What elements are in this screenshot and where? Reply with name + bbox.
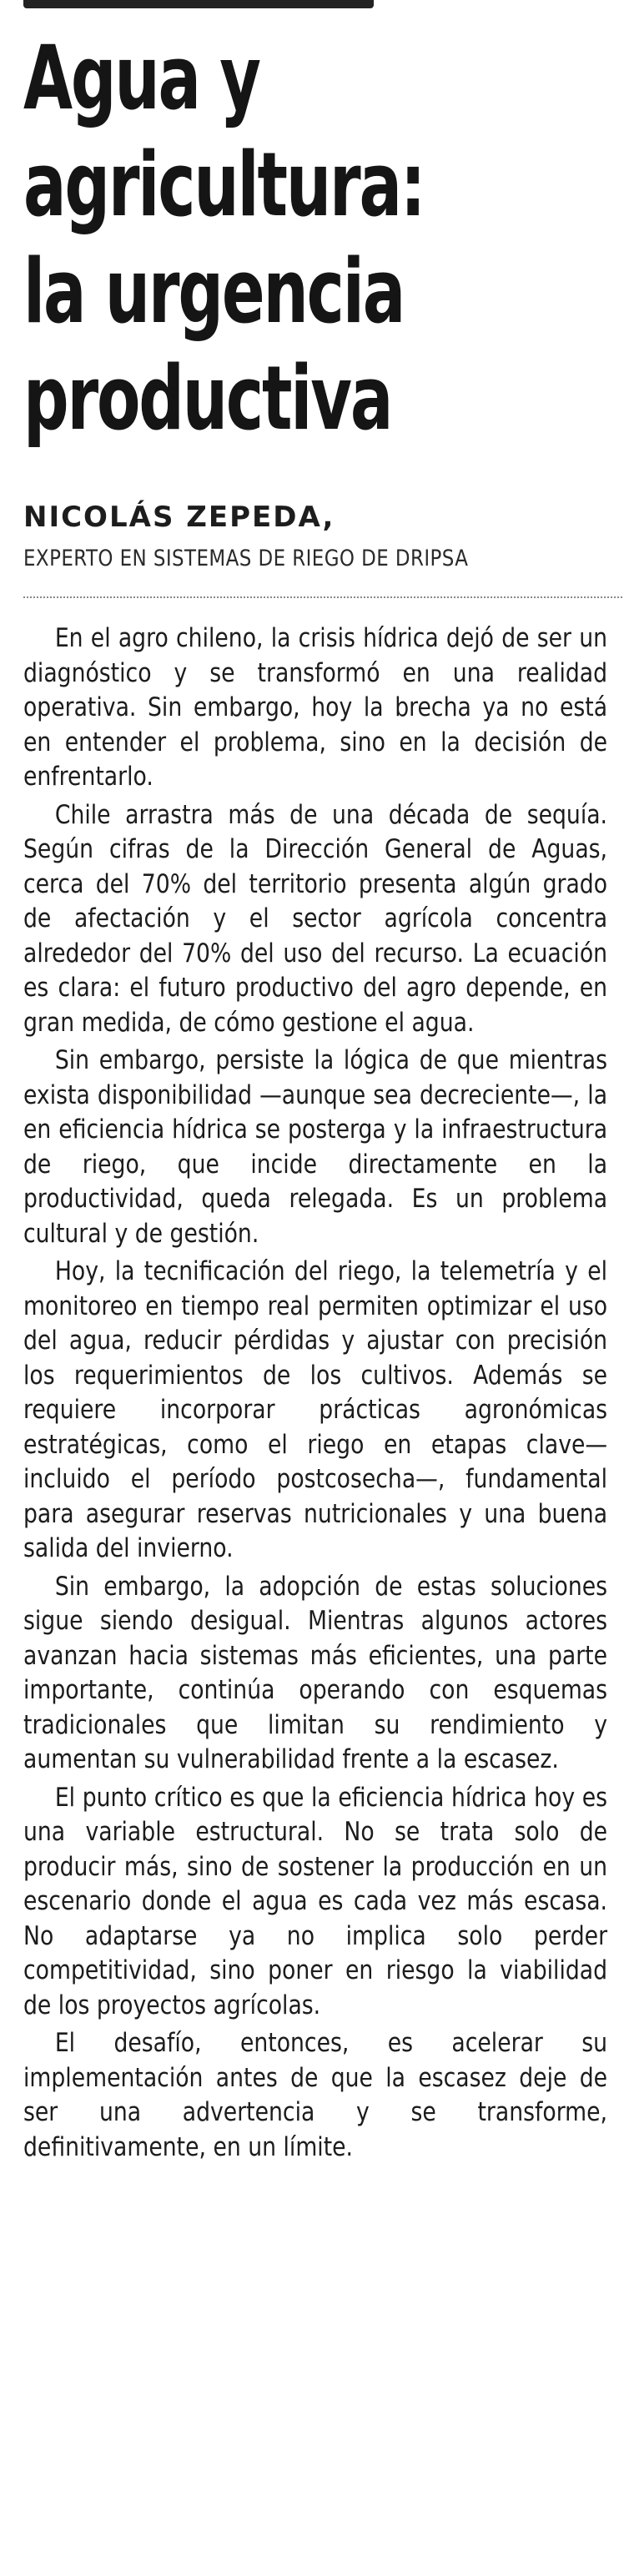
article-paragraph: El punto crítico es que la eficiencia hídrica hoy es una variable estructural. No se trata solo de producir más, sino de sostener la producción en un escenario donde el agua es cada vez más escasa. No adaptarse ya no implica solo perder competitividad, sino poner en riesgo la viabilidad de los proyectos agrícolas. [23, 1782, 608, 2020]
headline-line: la urgencia [23, 240, 405, 343]
headline-line: Agua y [23, 27, 259, 129]
headline-line: agricultura: [23, 133, 425, 236]
dotted-divider [23, 596, 622, 598]
headline-line: productiva [23, 347, 392, 450]
article-paragraph: Sin embargo, la adopción de estas soluciones sigue siendo desigual. Mientras algunos actores avanzan hacia sistemas más eficientes, una parte importante, continúa operando con esquemas tradicionales que limitan su rendimiento y aumentan su vulnerabilidad frente a la escasez. [23, 1571, 608, 1774]
article-paragraph: El desafío, entonces, es acelerar su implementación antes de que la escasez deje de ser una advertencia y se transforme, definitivamente, en un límite. [23, 2028, 608, 2162]
byline [23, 501, 546, 571]
article-body [23, 621, 607, 2168]
top-decorative-rule [23, 0, 374, 8]
article-paragraph: Hoy, la tecnificación del riego, la telemetría y el monitoreo en tiempo real permiten optimizar el uso del agua, reducir pérdidas y ajustar con precisión los requerimientos de los cultivos. Además se requiere incorporar prácticas agronómicas estratégicas, como el riego en etapas clave—incluido el período postcosecha—, fundamental para asegurar reservas nutricionales y una buena salida del invierno. [23, 1256, 608, 1563]
article-paragraph: Sin embargo, persiste la lógica de que mientras exista disponibilidad —aunque sea decreciente—, la en eficiencia hídrica se posterga y la infraestructura de riego, que incide directamente en la productividad, queda relegada. Es un problema cultural y de gestión. [23, 1045, 608, 1249]
article-paragraph: En el agro chileno, la crisis hídrica dejó de ser un diagnóstico y se transformó en una realidad operativa. Sin embargo, hoy la brecha ya no está en entender el problema, sino en la decisión de enfrentarlo. [23, 623, 608, 792]
author-role: EXPERTO EN SISTEMAS DE RIEGO DE DRIPSA [23, 546, 469, 571]
headline [23, 25, 438, 452]
author-name: NICOLÁS ZEPEDA, [23, 501, 335, 534]
article-paragraph: Chile arrastra más de una década de sequía. Según cifras de la Dirección General de Aguas, cerca del 70% del territorio presenta algún grado de afectación y el sector agrícola concentra alrededor del 70% del uso del recurso. La ecuación es clara: el futuro productivo del agro depende, en gran medida, de cómo gestione el agua. [23, 799, 608, 1038]
